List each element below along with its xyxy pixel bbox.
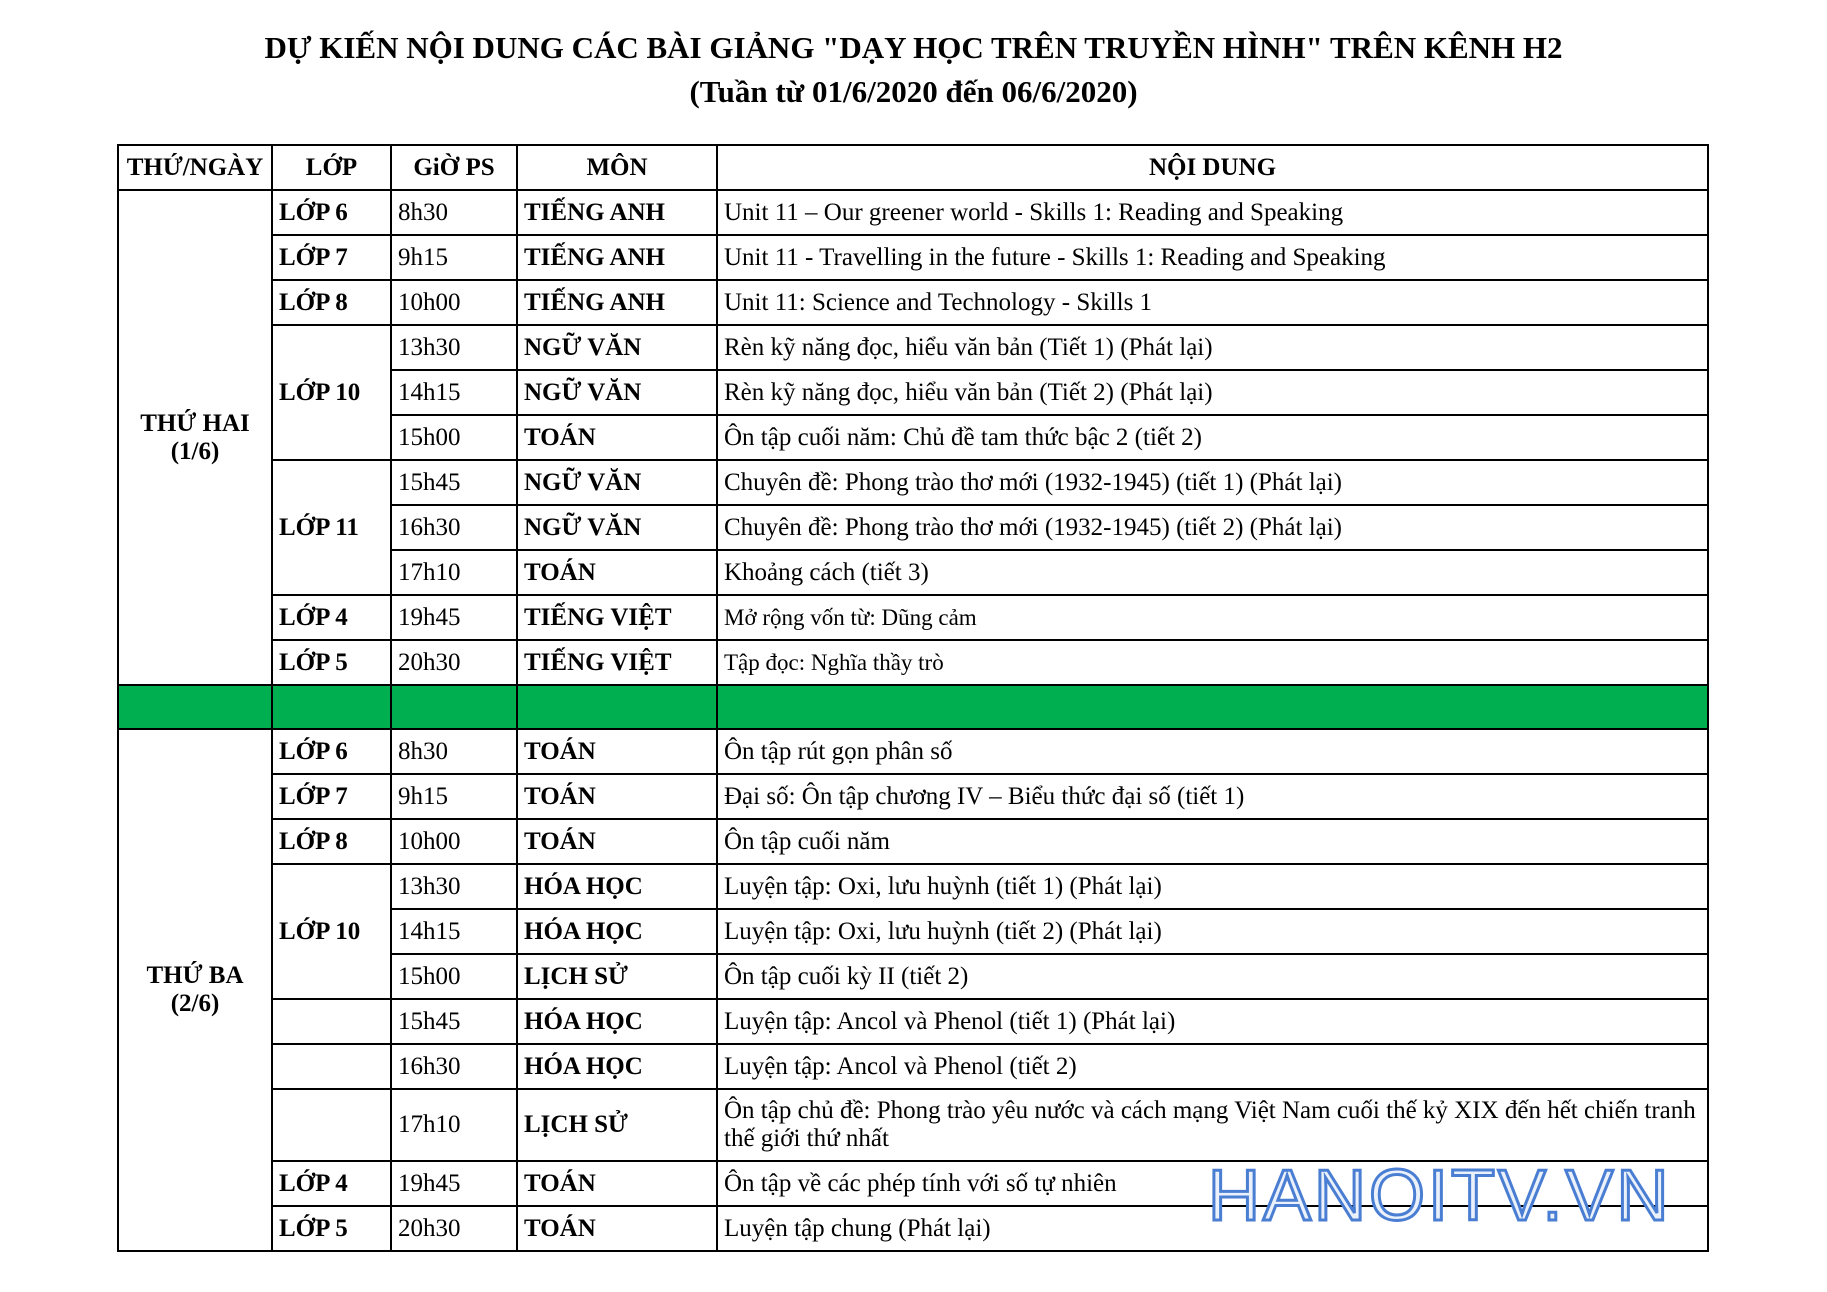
separator-cell	[517, 685, 717, 729]
table-row	[118, 325, 1708, 370]
col-header-content: NỘI DUNG	[717, 145, 1708, 190]
day-name: THỨ BA	[146, 962, 244, 989]
content-cell: Mở rộng vốn từ: Dũng cảm	[717, 595, 1708, 640]
time-cell: 8h30	[391, 190, 517, 235]
time-cell: 13h30	[391, 864, 517, 909]
content-cell: Khoảng cách (tiết 3)	[717, 550, 1708, 595]
grade-cell: LỚP 10	[272, 864, 391, 999]
table-row	[118, 280, 1708, 325]
subject-cell: TOÁN	[517, 1161, 717, 1206]
content-cell: Ôn tập cuối năm	[717, 819, 1708, 864]
subject-cell: TOÁN	[517, 550, 717, 595]
table-row	[118, 1044, 1708, 1089]
subject-cell: LỊCH SỬ	[517, 954, 717, 999]
time-cell: 13h30	[391, 325, 517, 370]
subject-cell: TIẾNG VIỆT	[517, 640, 717, 685]
content-cell: Unit 11: Science and Technology - Skills 1	[717, 280, 1708, 325]
schedule-table	[117, 144, 1709, 1252]
grade-cell: LỚP 10	[272, 325, 391, 460]
time-cell: 16h30	[391, 505, 517, 550]
grade-cell: LỚP 7	[272, 774, 391, 819]
table-row	[118, 729, 1708, 774]
content-cell: Rèn kỹ năng đọc, hiểu văn bản (Tiết 2) (Phát lại)	[717, 370, 1708, 415]
time-cell: 15h45	[391, 460, 517, 505]
separator-cell	[118, 685, 272, 729]
time-cell: 15h00	[391, 954, 517, 999]
grade-cell	[272, 1089, 391, 1161]
table-header-row	[118, 145, 1708, 190]
day-separator-row	[118, 685, 1708, 729]
subject-cell: TOÁN	[517, 415, 717, 460]
time-cell: 14h15	[391, 909, 517, 954]
content-cell: Chuyên đề: Phong trào thơ mới (1932-1945) (tiết 2) (Phát lại)	[717, 505, 1708, 550]
subject-cell: NGỮ VĂN	[517, 505, 717, 550]
subject-cell: HÓA HỌC	[517, 909, 717, 954]
time-cell: 20h30	[391, 1206, 517, 1251]
page-title: DỰ KIẾN NỘI DUNG CÁC BÀI GIẢNG "DẠY HỌC TRÊN TRUYỀN HÌNH" TRÊN KÊNH H2	[264, 30, 1563, 65]
content-cell: Tập đọc: Nghĩa thầy trò	[717, 640, 1708, 685]
separator-cell	[717, 685, 1708, 729]
content-cell: Ôn tập cuối năm: Chủ đề tam thức bậc 2 (tiết 2)	[717, 415, 1708, 460]
grade-cell: LỚP 8	[272, 819, 391, 864]
grade-cell	[272, 1044, 391, 1089]
content-cell: Ôn tập cuối kỳ II (tiết 2)	[717, 954, 1708, 999]
subject-cell: NGỮ VĂN	[517, 370, 717, 415]
grade-cell: LỚP 6	[272, 190, 391, 235]
table-row	[118, 190, 1708, 235]
content-cell: Unit 11 - Travelling in the future - Skills 1: Reading and Speaking	[717, 235, 1708, 280]
day-name: THỨ HAI	[140, 409, 250, 437]
col-header-subject: MÔN	[517, 145, 717, 190]
content-cell: Unit 11 – Our greener world - Skills 1: Reading and Speaking	[717, 190, 1708, 235]
day-date: (2/6)	[170, 990, 220, 1017]
col-header-grade: LỚP	[272, 145, 391, 190]
subject-cell: HÓA HỌC	[517, 1044, 717, 1089]
grade-cell: LỚP 6	[272, 729, 391, 774]
table-row	[118, 864, 1708, 909]
table-row	[118, 999, 1708, 1044]
time-cell: 9h15	[391, 774, 517, 819]
subject-cell: TIẾNG ANH	[517, 235, 717, 280]
subject-cell: NGỮ VĂN	[517, 325, 717, 370]
content-cell: Luyện tập: Oxi, lưu huỳnh (tiết 2) (Phát lại)	[717, 909, 1708, 954]
time-cell: 15h45	[391, 999, 517, 1044]
time-cell: 9h15	[391, 235, 517, 280]
grade-cell: LỚP 5	[272, 1206, 391, 1251]
day-date: (1/6)	[170, 437, 220, 465]
col-header-time: GiỜ PS	[391, 145, 517, 190]
content-cell: Luyện tập chung (Phát lại)	[717, 1206, 1708, 1251]
table-row	[118, 460, 1708, 505]
time-cell: 10h00	[391, 280, 517, 325]
grade-cell: LỚP 8	[272, 280, 391, 325]
subject-cell: TOÁN	[517, 774, 717, 819]
subject-cell: TIẾNG VIỆT	[517, 595, 717, 640]
page-subtitle: (Tuần từ 01/6/2020 đến 06/6/2020)	[689, 74, 1138, 109]
separator-cell	[272, 685, 391, 729]
content-cell: Đại số: Ôn tập chương IV – Biểu thức đại số (tiết 1)	[717, 774, 1708, 819]
table-row	[118, 595, 1708, 640]
content-cell: Ôn tập về các phép tính với số tự nhiên	[717, 1161, 1708, 1206]
content-cell: Chuyên đề: Phong trào thơ mới (1932-1945) (tiết 1) (Phát lại)	[717, 460, 1708, 505]
time-cell: 17h10	[391, 550, 517, 595]
day-cell-tuesday	[118, 729, 272, 1251]
subject-cell: TIẾNG ANH	[517, 190, 717, 235]
time-cell: 17h10	[391, 1089, 517, 1161]
watermark-logo: HANOITV.VN	[1208, 1156, 1672, 1236]
subject-cell: TOÁN	[517, 729, 717, 774]
time-cell: 19h45	[391, 595, 517, 640]
time-cell: 14h15	[391, 370, 517, 415]
time-cell: 19h45	[391, 1161, 517, 1206]
table-row	[118, 235, 1708, 280]
grade-cell: LỚP 4	[272, 595, 391, 640]
subject-cell: HÓA HỌC	[517, 864, 717, 909]
time-cell: 16h30	[391, 1044, 517, 1089]
grade-cell: LỚP 11	[272, 460, 391, 595]
time-cell: 8h30	[391, 729, 517, 774]
table-row	[118, 640, 1708, 685]
grade-cell: LỚP 4	[272, 1161, 391, 1206]
table-row	[118, 819, 1708, 864]
content-cell: Ôn tập rút gọn phân số	[717, 729, 1708, 774]
table-row	[118, 774, 1708, 819]
time-cell: 20h30	[391, 640, 517, 685]
grade-cell: LỚP 7	[272, 235, 391, 280]
content-cell: Luyện tập: Ancol và Phenol (tiết 1) (Phát lại)	[717, 999, 1708, 1044]
content-cell: Ôn tập chủ đề: Phong trào yêu nước và cách mạng Việt Nam cuối thế kỷ XIX đến hết chiến tranh thế giới thứ nhất	[717, 1089, 1708, 1161]
subject-cell: TOÁN	[517, 819, 717, 864]
subject-cell: TIẾNG ANH	[517, 280, 717, 325]
table-row	[118, 1089, 1708, 1161]
col-header-day: THỨ/NGÀY	[118, 145, 272, 190]
subject-cell: HÓA HỌC	[517, 999, 717, 1044]
separator-cell	[391, 685, 517, 729]
grade-cell: LỚP 5	[272, 640, 391, 685]
time-cell: 15h00	[391, 415, 517, 460]
day-cell-monday	[118, 190, 272, 685]
time-cell: 10h00	[391, 819, 517, 864]
content-cell: Rèn kỹ năng đọc, hiểu văn bản (Tiết 1) (Phát lại)	[717, 325, 1708, 370]
subject-cell: NGỮ VĂN	[517, 460, 717, 505]
subject-cell: TOÁN	[517, 1206, 717, 1251]
grade-cell	[272, 999, 391, 1044]
content-cell: Luyện tập: Oxi, lưu huỳnh (tiết 1) (Phát lại)	[717, 864, 1708, 909]
subject-cell: LỊCH SỬ	[517, 1089, 717, 1161]
content-cell: Luyện tập: Ancol và Phenol (tiết 2)	[717, 1044, 1708, 1089]
